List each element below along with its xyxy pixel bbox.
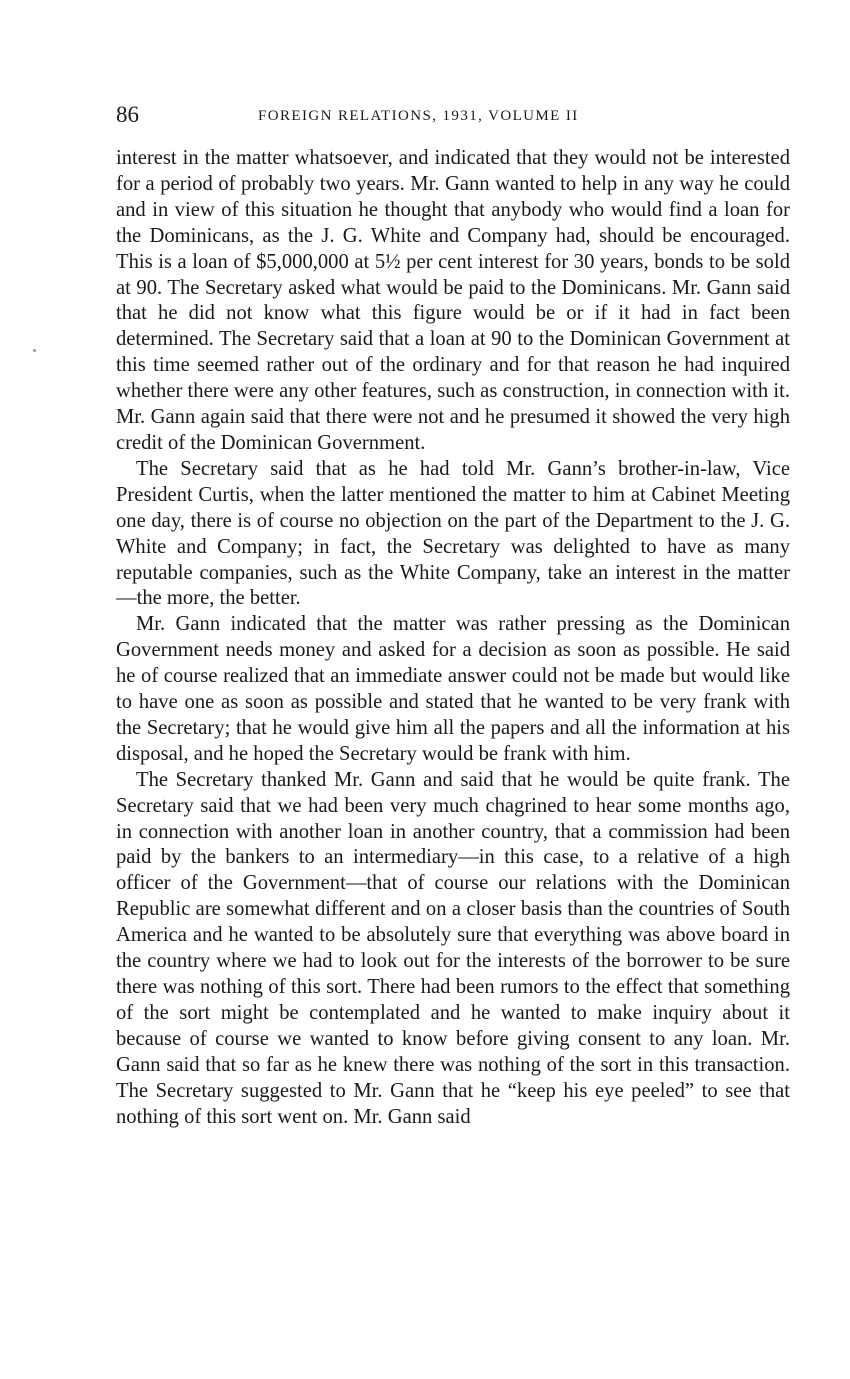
page-number: 86	[116, 102, 139, 127]
paragraph: The Secretary thanked Mr. Gann and said that he would be quite frank. The Secretary said that we had been very much chagrined to hear some months ago, in connection with another loan in another country, that a commission had been paid by the bankers to an intermediary—in this case, to a relative of a high officer of the Government—that of course our relations with the Dominican Republic are somewhat different and on a closer basis than the countries of South America and he wanted to be absolutely sure that everything was above board in the country where we had to look out for the interests of the borrower to be sure there was nothing of this sort. There had been rumors to the effect that something of the sort might be contemplated and he wanted to make inquiry about it because of course we wanted to know before giving consent to any loan. Mr. Gann said that so far as he knew there was nothing of the sort in this transaction. The Secretary suggested to Mr. Gann that he “keep his eye peeled” to see that nothing of this sort went on. Mr. Gann said	[116, 768, 790, 1128]
body-text	[116, 146, 790, 1130]
paragraph: The Secretary said that as he had told Mr. Gann’s brother-in-law, Vice President Curtis, when the latter mentioned the matter to him at Cabinet Meeting one day, there is of course no objection on the part of the Department to the J. G. White and Company; in fact, the Secretary was delighted to have as many reputable companies, such as the White Company, take an interest in the matter—the more, the better.	[116, 457, 790, 610]
paragraph-continued: interest in the matter whatsoever, and indicated that they would not be interested for a period of probably two years. Mr. Gann wanted to help in any way he could and in view of this situation he thought that anybody who would find a loan for the Dominicans, as the J. G. White and Company had, should be encouraged. This is a loan of $5,000,000 at 5½ per cent interest for 30 years, bonds to be sold at 90. The Secretary asked what would be paid to the Dominicans. Mr. Gann said that he did not know what this figure would be or if it had in fact been determined. The Secretary said that a loan at 90 to the Dominican Government at this time seemed rather out of the ordinary and for that reason he had inquired whether there were any other features, such as construction, in connection with it. Mr. Gann again said that there were not and he presumed it showed the very high credit of the Dominican Government.	[116, 147, 790, 454]
running-title: FOREIGN RELATIONS, 1931, VOLUME II	[258, 108, 579, 124]
margin-speck	[33, 349, 36, 352]
page-header	[116, 100, 790, 132]
paragraph: Mr. Gann indicated that the matter was rather pressing as the Dominican Government needs money and asked for a decision as soon as possible. He said he of course realized that an immediate answer could not be made but would like to have one as soon as possible and stated that he wanted to be very frank with the Secretary; that he would give him all the papers and all the information at his disposal, and he hoped the Secretary would be frank with him.	[116, 613, 790, 765]
